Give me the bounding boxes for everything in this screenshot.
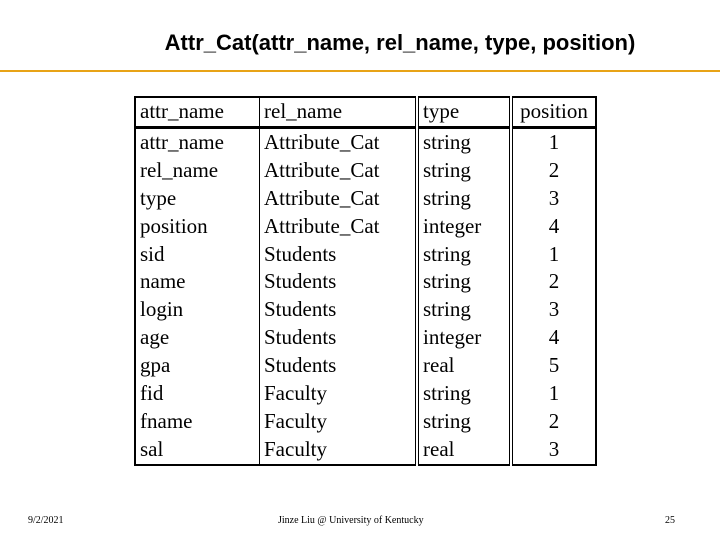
cell-attr-name: position (140, 213, 208, 238)
table-row (135, 352, 596, 380)
table-row (135, 436, 596, 465)
cell-attr-name: type (140, 185, 177, 210)
footer-page-number: 25 (665, 515, 675, 526)
attr-cat-table (134, 96, 597, 466)
cell-attr-name: name (140, 269, 186, 294)
cell-attr-name: gpa (140, 353, 171, 378)
table-row (135, 296, 596, 324)
table-row (135, 241, 596, 269)
cell-attr-name: fid (140, 381, 164, 406)
cell-position: 2 (511, 268, 596, 296)
cell-position: 4 (511, 324, 596, 352)
cell-type: string (417, 296, 511, 324)
cell-rel-name: Students (260, 268, 418, 296)
cell-attr-name: sid (140, 241, 165, 266)
cell-attr-name: sal (140, 436, 164, 461)
cell-attr-name: fname (140, 408, 193, 433)
slide-title: Attr_Cat(attr_name, rel_name, type, position) (164, 30, 636, 55)
cell-rel-name: Students (260, 241, 418, 269)
cell-position: 2 (511, 157, 596, 185)
cell-type: string (417, 408, 511, 436)
cell-type: real (417, 352, 511, 380)
table-row (135, 157, 596, 185)
table-row (135, 324, 596, 352)
cell-rel-name: Faculty (260, 408, 418, 436)
cell-rel-name: Students (260, 352, 418, 380)
table-row (135, 127, 596, 156)
cell-position: 5 (511, 352, 596, 380)
cell-type: integer (417, 213, 511, 241)
cell-attr-name: login (140, 297, 184, 322)
footer-author: Jinze Liu @ University of Kentucky (278, 515, 424, 526)
header-position: position (511, 97, 596, 127)
cell-attr-name: attr_name (140, 129, 224, 154)
cell-rel-name: Faculty (260, 436, 418, 465)
cell-type: string (417, 241, 511, 269)
cell-rel-name: Attribute_Cat (260, 157, 418, 185)
cell-type: real (417, 436, 511, 465)
cell-rel-name: Students (260, 296, 418, 324)
cell-attr-name: rel_name (140, 157, 219, 182)
cell-type: integer (417, 324, 511, 352)
table-header-row (135, 97, 596, 127)
table-row (135, 380, 596, 408)
cell-rel-name: Faculty (260, 380, 418, 408)
header-type: type (417, 97, 511, 127)
header-rel-name: rel_name (260, 97, 418, 127)
cell-rel-name: Attribute_Cat (260, 127, 418, 156)
title-divider (0, 70, 720, 72)
cell-type: string (417, 268, 511, 296)
cell-position: 2 (511, 408, 596, 436)
cell-rel-name: Attribute_Cat (260, 213, 418, 241)
header-attr-name: attr_name (135, 97, 260, 127)
cell-position: 1 (511, 241, 596, 269)
cell-attr-name: age (140, 325, 170, 350)
footer-date: 9/2/2021 (28, 515, 64, 526)
cell-position: 3 (511, 296, 596, 324)
cell-type: string (417, 380, 511, 408)
table-row (135, 268, 596, 296)
cell-position: 3 (511, 185, 596, 213)
cell-position: 1 (511, 380, 596, 408)
table-row (135, 408, 596, 436)
cell-type: string (417, 127, 511, 156)
cell-position: 4 (511, 213, 596, 241)
cell-position: 1 (511, 127, 596, 156)
cell-type: string (417, 157, 511, 185)
table-row (135, 213, 596, 241)
cell-rel-name: Students (260, 324, 418, 352)
table-row (135, 185, 596, 213)
cell-rel-name: Attribute_Cat (260, 185, 418, 213)
cell-position: 3 (511, 436, 596, 465)
cell-type: string (417, 185, 511, 213)
